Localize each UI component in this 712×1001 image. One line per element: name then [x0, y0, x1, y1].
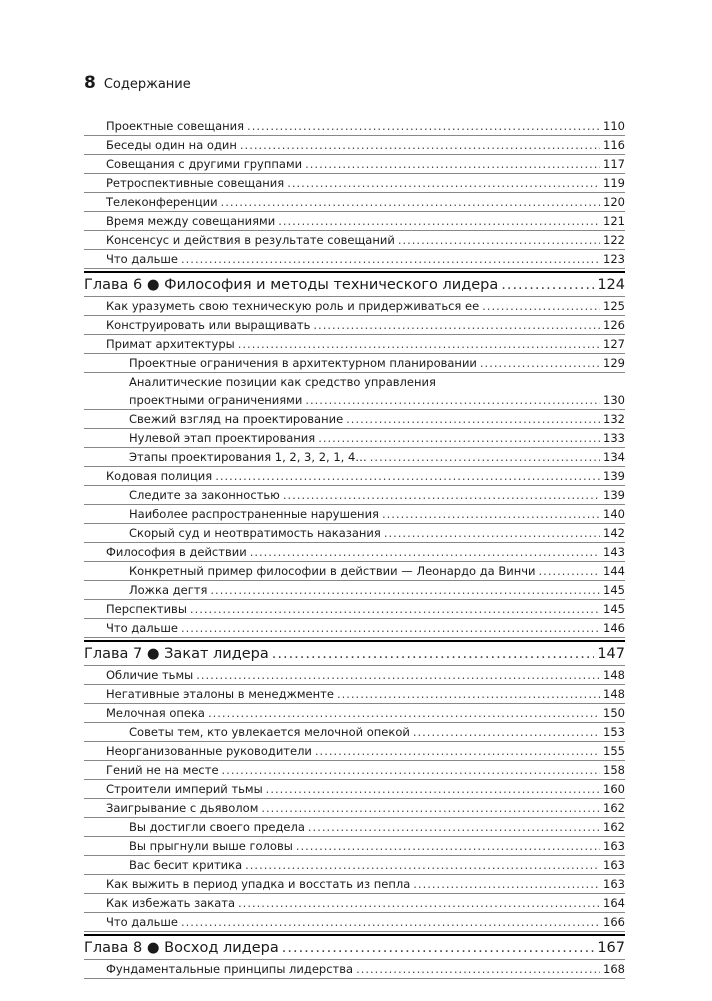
toc-entry-page: 160: [603, 782, 625, 796]
toc-entry-title: Следите за законностью: [129, 488, 280, 502]
toc-entry-title: Аналитические позиции как средство управления: [129, 375, 436, 389]
toc-entry-title-continued: проектными ограничениями: [129, 393, 303, 407]
toc-entry-page: 133: [603, 431, 625, 445]
toc-entry[interactable]: [84, 410, 625, 429]
toc-entry-title: Советы тем, кто увлекается мелочной опекой: [129, 725, 410, 739]
toc-entry-page: 110: [603, 119, 625, 133]
toc-entry-page: 120: [603, 195, 625, 209]
toc-entry-title: Как уразуметь свою техническую роль и придерживаться ее: [106, 299, 480, 313]
toc-entry[interactable]: [84, 193, 625, 212]
toc-entry-page: 163: [603, 877, 625, 891]
toc-entry-page: 127: [603, 337, 625, 351]
dot-leader: [313, 316, 600, 334]
toc-entry[interactable]: [84, 619, 625, 638]
toc-entry-page: 158: [603, 763, 625, 777]
toc-entry-title: Ложка дегтя: [129, 583, 208, 597]
dot-leader: [247, 117, 600, 135]
toc-entry-title: Наиболее распространенные нарушения: [129, 507, 379, 521]
toc-entry-page: 146: [603, 621, 625, 635]
dot-leader: [305, 155, 600, 173]
toc-entry-title: Глава 8 ● Восход лидера: [84, 940, 279, 956]
toc-entry-title: Нулевой этап проектирования: [129, 431, 316, 445]
toc-entry[interactable]: [84, 581, 625, 600]
toc-entry-page: 121: [603, 214, 625, 228]
dot-leader: [296, 837, 600, 855]
toc-entry-line: [129, 391, 625, 409]
dot-leader: [308, 818, 600, 836]
dot-leader: [413, 723, 600, 741]
toc-entry-page: 124: [597, 277, 625, 293]
toc-entry[interactable]: [84, 543, 625, 562]
toc-entry[interactable]: [84, 373, 625, 410]
dot-leader: [337, 685, 600, 703]
toc-entry-page: 168: [603, 962, 625, 976]
dot-leader: [370, 448, 600, 466]
dot-leader: [480, 354, 600, 372]
dot-leader: [413, 875, 600, 893]
toc-entry[interactable]: [84, 467, 625, 486]
toc-entry-page: 119: [603, 176, 625, 190]
toc-entry-title: Обличие тьмы: [106, 668, 194, 682]
page-header: [84, 73, 191, 93]
toc-entry-page: 139: [603, 469, 625, 483]
toc-entry[interactable]: [84, 448, 625, 467]
dot-leader: [196, 666, 600, 684]
dot-leader: [240, 136, 600, 154]
dot-leader: [250, 543, 600, 561]
toc-entry[interactable]: [84, 856, 625, 875]
dot-leader: [382, 505, 600, 523]
toc-entry[interactable]: [84, 742, 625, 761]
dot-leader: [190, 600, 600, 618]
toc-entry[interactable]: [84, 818, 625, 837]
toc-entry-page: 132: [603, 412, 625, 426]
dot-leader: [384, 524, 600, 542]
toc-entry-title: Фундаментальные принципы лидерства: [106, 962, 354, 976]
toc-entry[interactable]: [84, 429, 625, 448]
dot-leader: [181, 619, 600, 637]
toc-entry-title: Ретроспективные совещания: [106, 176, 285, 190]
dot-leader: [278, 212, 600, 230]
toc-entry-page: 122: [603, 233, 625, 247]
toc-entry[interactable]: [84, 913, 625, 932]
toc-entry[interactable]: [84, 155, 625, 174]
toc-entry[interactable]: [84, 354, 625, 373]
toc-entry[interactable]: [84, 524, 625, 543]
dot-leader: [215, 467, 600, 485]
dot-leader: [222, 761, 601, 779]
toc-entry-title: Телеконференции: [106, 195, 218, 209]
toc-entry[interactable]: [84, 250, 625, 269]
toc-entry-page: 117: [603, 157, 625, 171]
toc-entry-page: 162: [603, 820, 625, 834]
toc-entry[interactable]: [84, 960, 625, 979]
toc-entry-page: 153: [603, 725, 625, 739]
toc-entry[interactable]: [84, 780, 625, 799]
toc-entry[interactable]: [84, 486, 625, 505]
toc-entry[interactable]: [84, 723, 625, 742]
toc-entry-title: Скорый суд и неотвратимость наказания: [129, 526, 381, 540]
toc-entry[interactable]: [84, 174, 625, 193]
toc-entry-title: Заигрывание с дьяволом: [106, 801, 259, 815]
toc-entry-page: 126: [603, 318, 625, 332]
toc-entry[interactable]: [84, 562, 625, 581]
dot-leader: [181, 250, 600, 268]
toc-entry-title: Философия в действии: [106, 545, 247, 559]
toc-entry-page: 148: [603, 668, 625, 682]
table-of-contents: [84, 117, 625, 979]
running-title: Содержание: [103, 77, 191, 92]
toc-entry-title: Вас бесит критика: [129, 858, 243, 872]
dot-leader: [272, 644, 595, 665]
toc-entry-page: 166: [603, 915, 625, 929]
toc-entry-title: Глава 6 ● Философия и методы технического лидера: [84, 277, 499, 293]
dot-leader: [287, 174, 600, 192]
toc-entry-page: 129: [603, 356, 625, 370]
toc-entry[interactable]: [84, 894, 625, 913]
dot-leader: [181, 913, 600, 931]
dot-leader: [221, 193, 600, 211]
toc-entry-page: 162: [603, 801, 625, 815]
toc-entry-page: 144: [603, 564, 625, 578]
toc-entry-page: 167: [597, 940, 625, 956]
toc-entry[interactable]: [84, 316, 625, 335]
dot-leader: [261, 799, 600, 817]
toc-entry-title: Проектные ограничения в архитектурном планировании: [129, 356, 477, 370]
toc-entry-page: 116: [603, 138, 625, 152]
toc-entry-title: Консенсус и действия в результате совещаний: [106, 233, 395, 247]
dot-leader: [238, 335, 600, 353]
toc-entry-title: Конкретный пример философии в действии — Леонардо да Винчи: [129, 564, 536, 578]
toc-entry-title: Примат архитектуры: [106, 337, 235, 351]
toc-entry-title: Как выжить в период упадка и восстать из пепла: [106, 877, 411, 891]
toc-entry[interactable]: [84, 117, 625, 136]
toc-entry-page: 134: [603, 450, 625, 464]
dot-leader: [266, 780, 600, 798]
toc-entry-title: Глава 7 ● Закат лидера: [84, 646, 269, 662]
toc-entry-page: 145: [603, 602, 625, 616]
toc-entry[interactable]: [84, 666, 625, 685]
toc-entry-page: 140: [603, 507, 625, 521]
toc-entry-page: 164: [603, 896, 625, 910]
toc-entry[interactable]: [84, 231, 625, 250]
toc-entry-page: 163: [603, 839, 625, 853]
dot-leader: [238, 894, 600, 912]
toc-entry-page: 145: [603, 583, 625, 597]
toc-entry-title: Время между совещаниями: [106, 214, 276, 228]
toc-entry[interactable]: [84, 761, 625, 780]
dot-leader: [210, 581, 600, 599]
dot-leader: [482, 297, 600, 315]
toc-entry-page: 143: [603, 545, 625, 559]
toc-entry-page: 142: [603, 526, 625, 540]
toc-entry-title: Что дальше: [106, 621, 178, 635]
dot-leader: [318, 429, 600, 447]
toc-entry-title: Этапы проектирования 1, 2, 3, 2, 1, 4…: [129, 450, 367, 464]
toc-entry-title: Негативные эталоны в менеджменте: [106, 687, 334, 701]
toc-entry-title: Проектные совещания: [106, 119, 245, 133]
toc-entry-page: 155: [603, 744, 625, 758]
toc-entry-page: 139: [603, 488, 625, 502]
dot-leader: [501, 275, 594, 296]
toc-entry-page: 148: [603, 687, 625, 701]
toc-entry-page: 130: [603, 393, 625, 407]
page-number: 8: [84, 73, 96, 93]
chapter-entry[interactable]: [84, 934, 625, 960]
toc-entry-page: 163: [603, 858, 625, 872]
toc-entry-title: Гений не на месте: [106, 763, 219, 777]
toc-entry-title: Беседы один на один: [106, 138, 237, 152]
dot-leader: [282, 938, 595, 959]
toc-entry-title: Что дальше: [106, 915, 178, 929]
toc-entry-title: Что дальше: [106, 252, 178, 266]
toc-entry-title: Неорганизованные руководители: [106, 744, 312, 758]
toc-entry-page: 125: [603, 299, 625, 313]
toc-entry[interactable]: [84, 799, 625, 818]
toc-entry[interactable]: [84, 136, 625, 155]
toc-entry-page: 123: [603, 252, 625, 266]
toc-entry[interactable]: [84, 875, 625, 894]
dot-leader: [283, 486, 600, 504]
toc-entry-title: Вы достигли своего предела: [129, 820, 305, 834]
dot-leader: [356, 960, 600, 978]
toc-entry-title: Перспективы: [106, 602, 187, 616]
toc-entry-title: Совещания с другими группами: [106, 157, 303, 171]
toc-entry[interactable]: [84, 704, 625, 723]
toc-entry[interactable]: [84, 297, 625, 316]
dot-leader: [346, 410, 600, 428]
chapter-entry[interactable]: [84, 640, 625, 666]
toc-entry[interactable]: [84, 212, 625, 231]
dot-leader: [305, 391, 600, 409]
chapter-entry[interactable]: [84, 271, 625, 297]
toc-entry[interactable]: [84, 505, 625, 524]
dot-leader: [539, 562, 601, 580]
toc-entry[interactable]: [84, 685, 625, 704]
toc-entry-title: Свежий взгляд на проектирование: [129, 412, 344, 426]
toc-entry[interactable]: [84, 600, 625, 619]
toc-entry-title: Вы прыгнули выше головы: [129, 839, 293, 853]
toc-entry-title: Строители империй тьмы: [106, 782, 263, 796]
dot-leader: [245, 856, 600, 874]
toc-entry-page: 150: [603, 706, 625, 720]
toc-entry-page: 147: [597, 646, 625, 662]
toc-entry-title: Мелочная опека: [106, 706, 205, 720]
toc-entry[interactable]: [84, 335, 625, 354]
toc-entry-title: Конструировать или выращивать: [106, 318, 311, 332]
toc-entry[interactable]: [84, 837, 625, 856]
dot-leader: [315, 742, 600, 760]
toc-entry-title: Кодовая полиция: [106, 469, 213, 483]
toc-entry-title: Как избежать заката: [106, 896, 236, 910]
dot-leader: [398, 231, 600, 249]
dot-leader: [208, 704, 600, 722]
